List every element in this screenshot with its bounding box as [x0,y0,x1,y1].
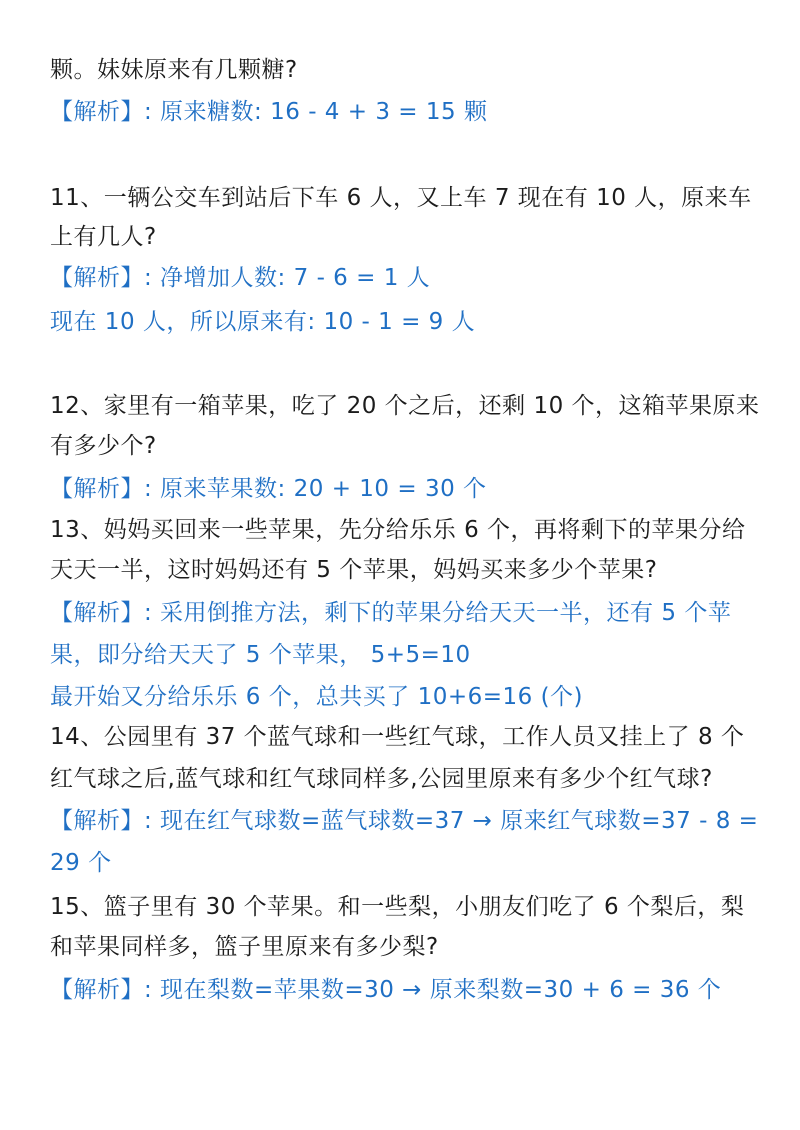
question-13-line: 天天一半，这时妈妈还有 5 个苹果，妈妈买来多少个苹果? [50,557,658,583]
analysis-13-line: 最开始又分给乐乐 6 个，总共买了 10+6=16 (个) [50,684,584,710]
question-14-line: 14、公园里有 37 个蓝气球和一些红气球，工作人员又挂上了 8 个 [50,724,745,750]
question-14-line: 红气球之后,蓝气球和红气球同样多,公园里原来有多少个红气球? [50,766,713,792]
analysis-text-line: 【解析】: 原来糖数: 16 - 4 + 3 = 15 颗 [50,99,488,125]
question-11-line: 11、一辆公交车到站后下车 6 人，又上车 7 现在有 10 人，原来车 [50,185,752,211]
analysis-13-line: 果，即分给天天了 5 个苹果， 5+5=10 [50,642,471,668]
analysis-13-line: 【解析】: 采用倒推方法，剩下的苹果分给天天一半，还有 5 个苹 [50,600,732,626]
question-text-line: 颗。妹妹原来有几颗糖? [50,57,298,83]
analysis-14-line: 【解析】: 现在红气球数=蓝气球数=37 → 原来红气球数=37 - 8 = [50,808,759,834]
analysis-12-line: 【解析】: 原来苹果数: 20 + 10 = 30 个 [50,476,487,502]
question-15-line: 15、篮子里有 30 个苹果。和一些梨，小朋友们吃了 6 个梨后，梨 [50,894,745,920]
analysis-15-line: 【解析】: 现在梨数=苹果数=30 → 原来梨数=30 + 6 = 36 个 [50,977,722,1003]
analysis-11-line: 现在 10 人，所以原来有: 10 - 1 = 9 人 [50,309,476,335]
question-12-line: 12、家里有一箱苹果，吃了 20 个之后，还剩 10 个，这箱苹果原来 [50,393,760,419]
question-15-line: 和苹果同样多，篮子里原来有多少梨? [50,934,439,960]
analysis-11-line: 【解析】: 净增加人数: 7 - 6 = 1 人 [50,265,431,291]
question-11-line: 上有几人? [50,224,157,250]
question-13-line: 13、妈妈买回来一些苹果，先分给乐乐 6 个，再将剩下的苹果分给 [50,517,746,543]
analysis-14-line: 29 个 [50,850,112,876]
question-12-line: 有多少个? [50,433,157,459]
